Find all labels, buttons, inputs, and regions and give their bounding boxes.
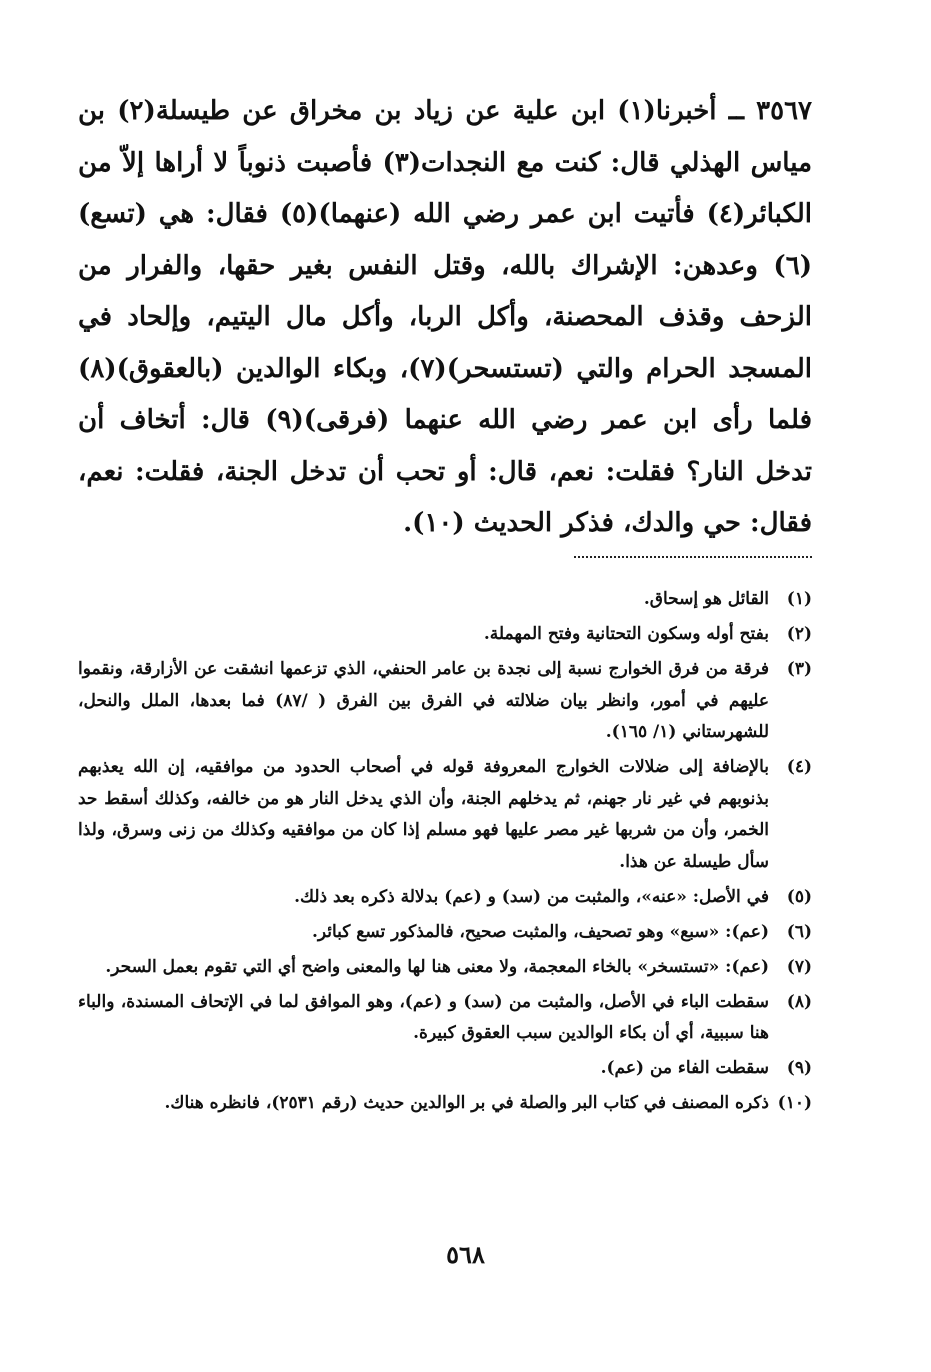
footnote-6 (78, 917, 812, 949)
footnote-5 (78, 882, 812, 914)
footnote-text: سقطت الفاء من (عم). (600, 1058, 769, 1078)
footnote-number: (١) (786, 589, 812, 609)
footnote-text: بالإضافة إلى ضلالات الخوارج المعروفة قوله في أصحاب الحدود من موافقيه، إن الله يعذبهم بذنوبهم في غير نار جهنم، ثم يدخلهم الجنة، وأن الذي يدخل النار هو من خالفه، وكذلك أسقط حد الخمر، وأن من شربها غير مصر عليها فهو مسلم إذا كان من موافقيه وكذلك من زنى وسرق، ولذا سأل طيسلة عن هذا. (78, 757, 769, 872)
footnote-number: (٤) (786, 757, 812, 777)
footnote-text: في الأصل: «عنه»، والمثبت من (سد) و (عم) بدلالة ذكره بعد ذلك. (294, 886, 769, 907)
footnote-1 (78, 584, 812, 616)
footnote-text: (عم): «تستسخر» بالخاء المعجمة، ولا معنى هنا لها والمعنى واضح أي التي تقوم بعمل السحر. (105, 956, 769, 977)
footnote-divider (574, 556, 812, 558)
footnote-8 (78, 987, 812, 1050)
footnote-number: (٥) (786, 886, 812, 907)
footnote-number: (٣) (786, 659, 812, 679)
footnote-7 (78, 952, 812, 984)
footnote-text: (عم): «سبع» وهو تصحيف، والمثبت صحيح، فالمذكور تسع كبائر. (311, 921, 769, 942)
footnote-text: فرقة من فرق الخوارج نسبة إلى نجدة بن عامر الحنفي، الذي تزعمها انشقت عن الأزارقة، ونقموا عليهم في أمور، وانظر بيان ضلالته في الفرق بين الفرق ( /٨٧) فما بعدها، الملل والنحل، للشهرستاني (١/ ١٦٥). (78, 659, 769, 742)
footnote-number: (٨) (786, 991, 812, 1012)
hadith-number: ٣٥٦٧ (756, 96, 813, 126)
hadith-body: ــ أخبرنا(١) ابن علية عن زياد بن مخراق عن طيسلة(٢) بن مياس الهذلي قال: كنت مع النجدات(٣) فأصبت ذنوباً لا أراها إلاّ من الكبائر(٤) فأتيت ابن عمر رضي الله (عنهما)(٥) فقال: هي (تسع)(٦) وعدهن: الإشراك بالله، وقتل النفس بغير حقها، والفرار من الزحف وقذف المحصنة، وأكل الربا، وأكل مال اليتيم، وإلحاد في المسجد الحرام والتي (تستسحر)(٧)، وبكاء الوالدين (بالعقوق)(٨) فلما رأى ابن عمر رضي الله عنهما (فرقى)(٩) قال: أتخاف أن تدخل النار؟ فقلت: نعم، قال: أو تحب أن تدخل الجنة، فقلت: نعم، فقال: حي والدك، فذكر الحديث (١٠). (78, 96, 813, 538)
hadith-text (78, 86, 812, 550)
page-number: ٥٦٨ (446, 1240, 485, 1269)
footnote-number: (٦) (786, 921, 812, 942)
footnote-text: بفتح أوله وسكون التحتانية وفتح المهملة. (483, 624, 769, 644)
footnote-number: (٧) (786, 956, 812, 977)
footnote-4 (78, 752, 812, 878)
footnote-number: (٢) (786, 624, 812, 644)
footnote-10 (78, 1088, 812, 1120)
footnote-text: سقطت الباء في الأصل، والمثبت من (سد) و (عم)، وهو الموافق لما في الإتحاف المسندة، والباء هنا سببية، أي أن بكاء الوالدين سبب العقوق كبيرة. (78, 991, 769, 1043)
footnote-text: القائل هو إسحاق. (643, 589, 769, 609)
footnote-number: (٩) (786, 1058, 812, 1078)
footnote-2 (78, 619, 812, 651)
footnotes (78, 584, 812, 1123)
footnote-text: ذكره المصنف في كتاب البر والصلة في بر الوالدين حديث (رقم ٢٥٣١)، فانظره هناك. (164, 1093, 769, 1113)
footnote-3 (78, 654, 812, 749)
footnote-9 (78, 1053, 812, 1085)
footnote-number: (١٠) (777, 1093, 812, 1113)
